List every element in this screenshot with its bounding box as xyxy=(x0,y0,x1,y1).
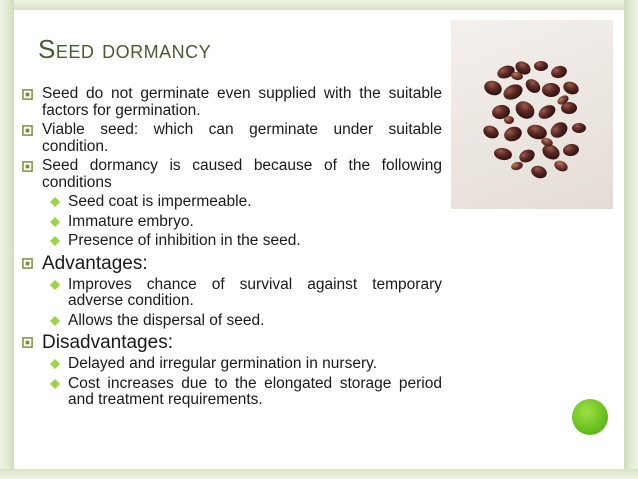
slide-title: Seed dormancy xyxy=(38,34,212,64)
sub-bullet-item xyxy=(44,233,442,250)
frame-top xyxy=(0,0,638,10)
bullet-item xyxy=(22,158,442,191)
decorative-green-circle xyxy=(572,399,608,435)
sub-bullet-text: Allows the dispersal of seed. xyxy=(68,311,265,329)
hollow-square-diamond-icon xyxy=(22,89,33,100)
hollow-square-diamond-icon xyxy=(22,125,33,136)
green-diamond-icon xyxy=(50,236,60,246)
bullet-text: Disadvantages: xyxy=(42,332,173,353)
hollow-square-diamond-icon xyxy=(22,337,33,348)
sub-bullet-text: Delayed and irregular germination in nursery. xyxy=(68,355,378,372)
sub-bullet-item xyxy=(44,277,442,310)
sub-bullet-text: Cost increases due to the elongated storage period and treatment requirements. xyxy=(68,374,442,408)
bullet-text: Seed do not germinate even supplied with the suitable factors for germination. xyxy=(42,85,442,119)
green-diamond-icon xyxy=(50,379,60,389)
sub-bullet-text: Presence of inhibition in the seed. xyxy=(68,232,301,249)
hollow-square-diamond-icon xyxy=(22,258,33,269)
bullet-item-heading xyxy=(22,253,442,274)
sub-bullet-item xyxy=(44,356,442,373)
frame-left xyxy=(0,0,14,479)
sub-bullet-text: Immature embryo. xyxy=(68,212,194,230)
bullet-text: Viable seed: which can germinate under suitable condition. xyxy=(42,121,442,155)
sub-bullet-item xyxy=(44,376,442,409)
bullet-text: Advantages: xyxy=(42,252,148,274)
green-diamond-icon xyxy=(50,359,60,369)
sub-bullet-text: Improves chance of survival against temporary adverse condition. xyxy=(68,275,442,309)
frame-right xyxy=(624,0,638,479)
sub-bullet-text: Seed coat is impermeable. xyxy=(68,193,252,210)
bullet-item xyxy=(22,86,442,119)
green-diamond-icon xyxy=(50,217,60,227)
frame-bottom xyxy=(0,469,638,479)
seeds-photo xyxy=(451,20,613,209)
sub-bullet-item xyxy=(44,214,442,231)
sub-bullet-item xyxy=(44,194,442,211)
bullet-text: Seed dormancy is caused because of the following conditions xyxy=(42,157,442,191)
green-diamond-icon xyxy=(50,280,60,290)
bullet-item-heading xyxy=(22,332,442,353)
bullet-list xyxy=(22,86,442,409)
bullet-item xyxy=(22,122,442,155)
green-diamond-icon xyxy=(50,316,60,326)
green-diamond-icon xyxy=(50,197,60,207)
hollow-square-diamond-icon xyxy=(22,161,33,172)
sub-bullet-item xyxy=(44,313,442,330)
